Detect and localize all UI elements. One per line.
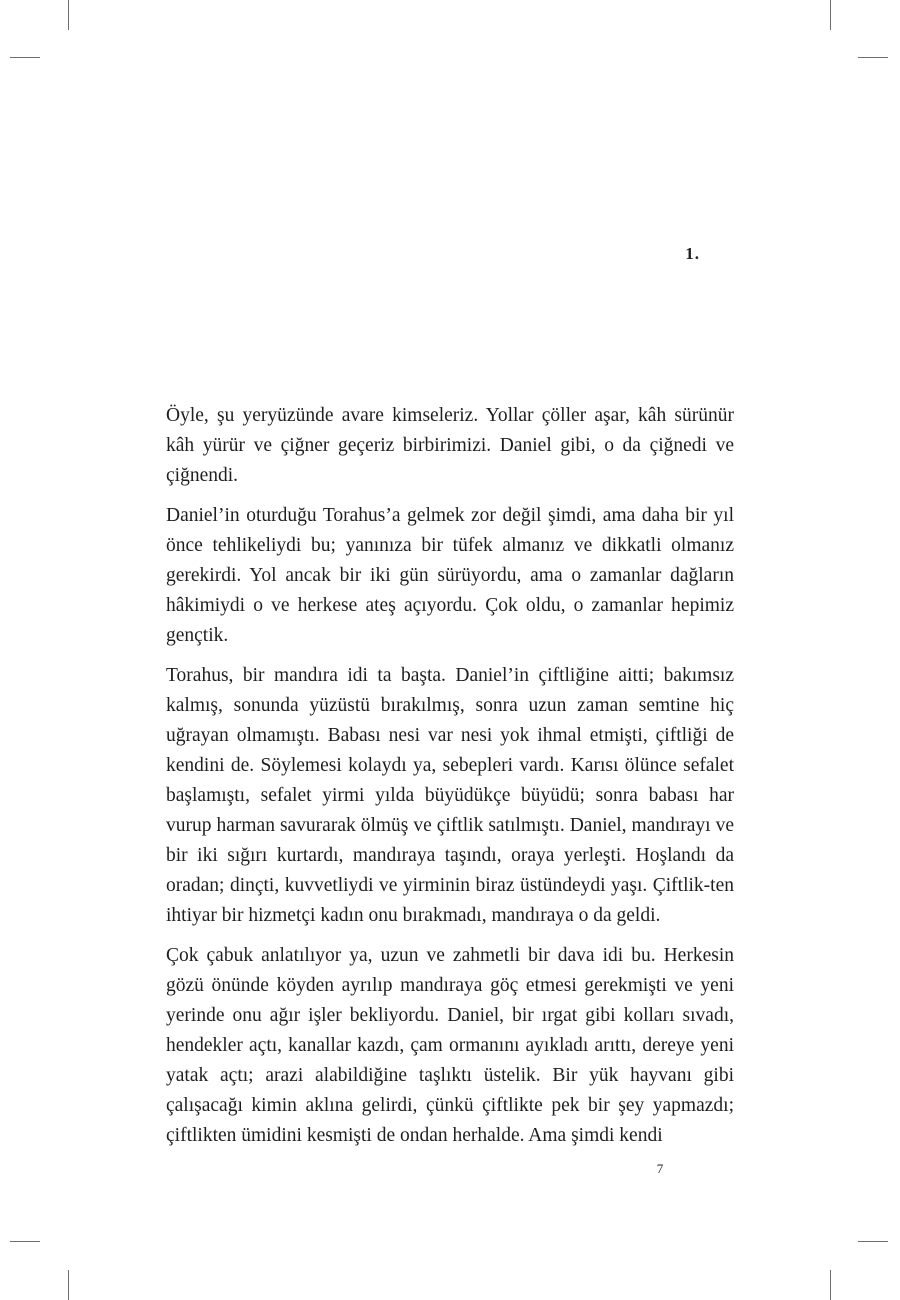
body-text <box>166 401 734 1161</box>
crop-mark-bottom-left-horizontal <box>10 1241 40 1242</box>
crop-mark-top-left-vertical <box>68 0 69 30</box>
crop-mark-bottom-right-horizontal <box>858 1241 888 1242</box>
page-number: 7 <box>656 1161 664 1176</box>
crop-mark-bottom-left-vertical <box>68 1270 69 1300</box>
paragraph-1: Öyle, şu yeryüzünde avare kimseleriz. Yollar çöller aşar, kâh sürünür kâh yürür ve çiğner geçeriz birbirimizi. Daniel gibi, o da çiğnedi ve çiğnendi. <box>166 405 734 486</box>
crop-mark-top-left-horizontal <box>10 57 40 58</box>
crop-mark-top-right-horizontal <box>858 57 888 58</box>
paragraph-3: Torahus, bir mandıra idi ta başta. Daniel’in çiftliğine aitti; bakımsız kalmış, sonunda yüzüstü bırakılmış, sonra uzun zaman semtine hiç uğrayan olmamıştı. Babası nesi var nesi yok ihmal etmişti, çiftliği de kendini de. Söylemesi kolaydı ya, sebepleri vardı. Karısı ölünce sefalet başlamıştı, sefalet yirmi yılda büyüdükçe büyüdü; sonra babası har vurup harman savurarak ölmüş ve çiftlik satılmıştı. Daniel, mandırayı ve bir iki sığırı kurtardı, mandıraya taşındı, oraya yerleşti. Hoşlandı da oradan; dinçti, kuvvetliydi ve yirminin biraz üstündeydi yaşı. Çiftlik-ten ihtiyar bir hizmetçi kadın onu bırakmadı, mandıraya o da geldi. <box>166 665 734 926</box>
crop-mark-bottom-right-vertical <box>830 1270 831 1300</box>
paragraph-4: Çok çabuk anlatılıyor ya, uzun ve zahmetli bir dava idi bu. Herkesin gözü önünde köyden ayrılıp mandıraya göç etmesi gerekmişti ve yeni yerinde onu ağır işler bekliyordu. Daniel, bir ırgat gibi kolları sıvadı, hendekler açtı, kanallar kazdı, çam ormanını ayıkladı arıttı, dereye yeni yatak açtı; arazi alabildiğine taşlıktı üstelik. Bir yük hayvanı gibi çalışacağı kimin aklına gelirdi, çünkü çiftlikte pek bir şey yapmazdı; çiftlikten ümidini kesmişti de ondan herhalde. Ama şimdi kendi <box>166 945 734 1146</box>
chapter-number: 1. <box>685 244 700 263</box>
paragraph-2: Daniel’in oturduğu Torahus’a gelmek zor değil şimdi, ama daha bir yıl önce tehlikeliydi bu; yanınıza bir tüfek almanız ve dikkatli olmanız gerekirdi. Yol ancak bir iki gün sürüyordu, ama o zamanlar dağların hâkimiydi o ve herkese ateş açıyordu. Çok oldu, o zamanlar hepimiz gençtik. <box>166 505 734 646</box>
crop-mark-top-right-vertical <box>830 0 831 30</box>
